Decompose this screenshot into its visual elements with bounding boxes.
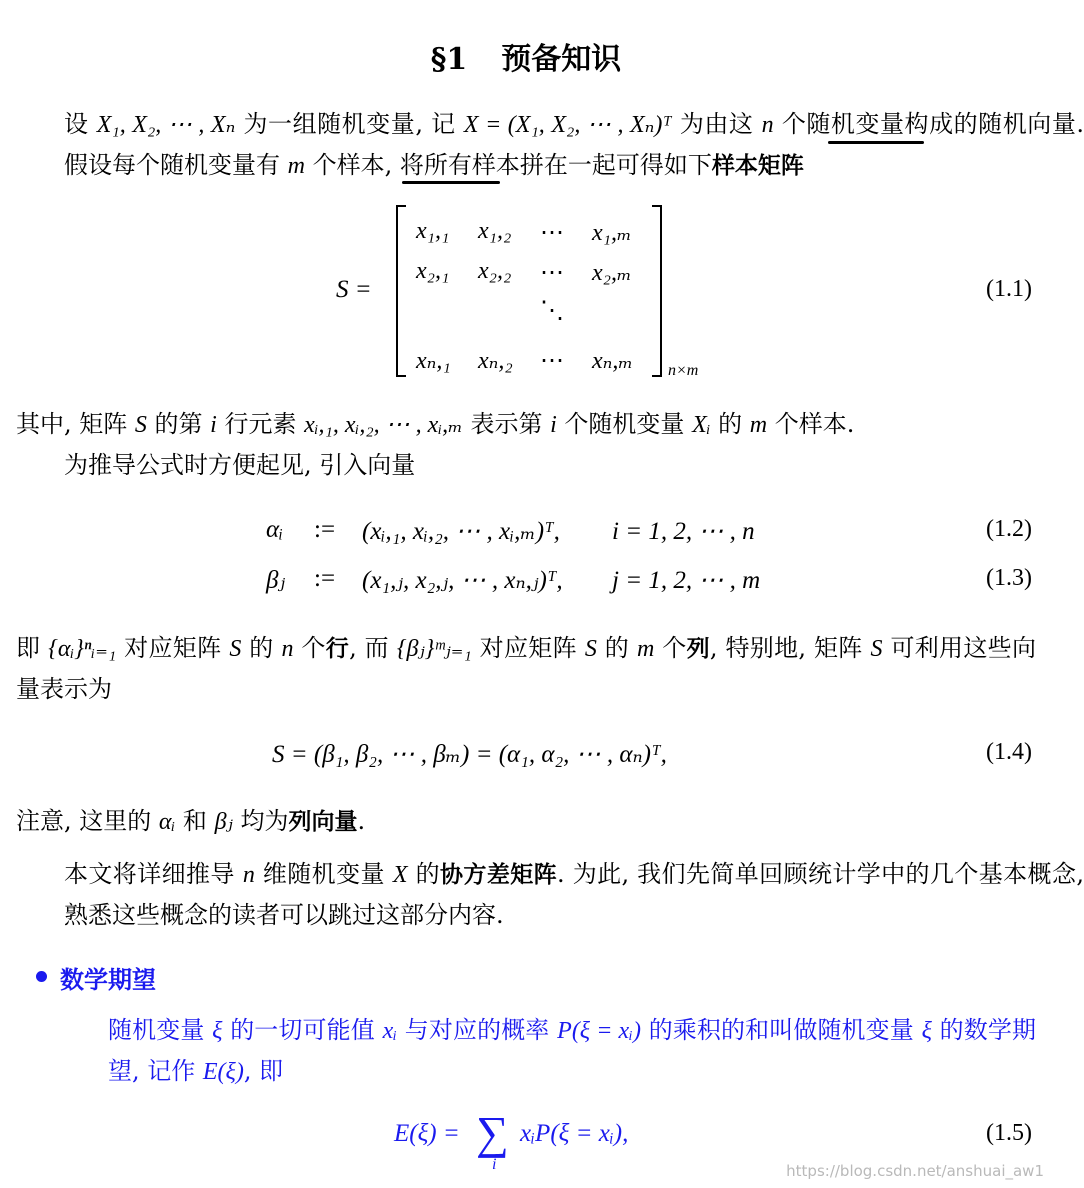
text-run: 和 — [175, 807, 215, 835]
eq4-expression: S = (β₁, β₂, ⋯ , βₘ) = (α₁, α₂, ⋯ , αₙ)ᵀ, — [272, 741, 667, 768]
math-inline: ξ — [212, 1018, 223, 1044]
math-inline: X = (X₁, X₂, ⋯ , Xₙ)ᵀ — [463, 112, 672, 138]
matrix-entry: ⋯ — [540, 260, 564, 286]
bold-term: 行 — [325, 636, 350, 662]
text-run: . — [357, 807, 366, 835]
math-inline: {αᵢ}ⁿᵢ₌₁ — [48, 636, 117, 662]
matrix-entry: x₂,₁ — [416, 258, 450, 284]
matrix-entry: x₁,ₘ — [592, 220, 632, 246]
equation-number: (1.5) — [986, 1120, 1032, 1146]
math-inline: Xᵢ — [692, 412, 711, 438]
paragraph-expectation — [60, 1010, 1036, 1092]
text-run: 的 — [241, 634, 282, 662]
text-run: 为一组随机变量, 记 — [235, 110, 464, 138]
text-run: 可利用这些向量表示为 — [16, 634, 1036, 703]
text-run: 与对应的概率 — [397, 1016, 558, 1044]
matrix-entry: x₂,ₘ — [592, 260, 632, 286]
text-run: 维随机变量 — [254, 860, 393, 888]
text-run: 的乘积的和叫做随机变量 — [640, 1016, 922, 1044]
paragraph-matrix-rows — [16, 404, 1036, 445]
math-inline: i — [210, 412, 217, 438]
text-run: , 特别地, 矩阵 — [709, 634, 871, 662]
math-inline: X₁, X₂, ⋯ , Xₙ — [96, 112, 236, 138]
math-inline: E(ξ) — [202, 1059, 244, 1085]
text-run: 个样本. — [767, 410, 855, 438]
math-inline: n — [761, 112, 774, 138]
underline-mark — [402, 181, 500, 184]
text-run: 的一切可能值 — [222, 1016, 383, 1044]
eq2-rhs: (xᵢ,₁, xᵢ,₂, ⋯ , xᵢ,ₘ)ᵀ, — [362, 518, 560, 545]
bold-term: 协方差矩阵 — [440, 862, 558, 888]
math-inline: m — [287, 153, 305, 179]
equation-number: (1.4) — [986, 739, 1032, 765]
matrix-lhs: S = — [336, 276, 372, 303]
matrix-entry: ⋯ — [540, 348, 564, 374]
text-run: 均为 — [232, 807, 289, 835]
math-inline: i — [550, 412, 557, 438]
eq2-range: i = 1, 2, ⋯ , n — [612, 518, 755, 545]
section-heading — [0, 34, 1052, 78]
eq3-rhs: (x₁,ⱼ, x₂,ⱼ, ⋯ , xₙ,ⱼ)ᵀ, — [362, 567, 563, 594]
math-inline: S — [584, 636, 597, 662]
math-inline: m — [749, 412, 768, 438]
text-run: 为由这 — [671, 110, 762, 138]
math-inline: ξ — [921, 1018, 932, 1044]
paragraph-covariance-intro — [16, 854, 1084, 935]
text-run: 的 — [407, 860, 441, 888]
text-run: 对应矩阵 — [116, 634, 230, 662]
text-run: 的数学期望, 记作 — [108, 1016, 1036, 1085]
eq5-rhs: xᵢP(ξ = xᵢ), — [520, 1120, 629, 1147]
underline-mark — [828, 141, 924, 144]
watermark: https://blog.csdn.net/anshuai_aw1 — [786, 1162, 1044, 1180]
eq3-def: := — [314, 565, 336, 592]
matrix-entry: x₁,₁ — [416, 218, 450, 244]
text-run: 个随机变量 — [556, 410, 693, 438]
text-run: , 即 — [243, 1057, 284, 1085]
paragraph-intro — [16, 104, 1084, 186]
math-inline: xᵢ — [382, 1018, 398, 1044]
bold-term: 样本矩阵 — [711, 153, 804, 179]
matrix-entry: x₂,₂ — [478, 258, 512, 284]
text-run: 为推导公式时方便起见, 引入向量 — [64, 451, 416, 479]
sigma-glyph: ∑ — [476, 1107, 509, 1158]
text-run: , 而 — [349, 634, 397, 662]
text-run: 的第 — [146, 410, 211, 438]
math-inline: {βⱼ}ᵐⱼ₌₁ — [396, 636, 472, 662]
eq2-def: := — [314, 516, 336, 543]
paragraph-vectors-intro — [16, 445, 1084, 485]
math-inline: xᵢ,₁, xᵢ,₂, ⋯ , xᵢ,ₘ — [304, 412, 463, 438]
matrix-entry: xₙ,₁ — [416, 348, 451, 374]
text-run: 其中, 矩阵 — [16, 410, 135, 438]
math-inline: βⱼ — [214, 809, 233, 835]
summation-index: i — [492, 1156, 497, 1173]
text-run: 对应矩阵 — [471, 634, 585, 662]
text-run: 的 — [596, 634, 638, 662]
text-run: 行元素 — [216, 410, 305, 438]
text-run: 个样本, 将所有样本拼在一起可得如下 — [304, 151, 712, 179]
text-run: 注意, 这里的 — [16, 807, 159, 835]
text-run: 个 — [293, 634, 326, 662]
eq3-lhs: βⱼ — [266, 567, 286, 594]
section-title: 预备知识 — [501, 42, 622, 77]
right-bracket — [652, 205, 662, 377]
equation-number: (1.3) — [986, 565, 1032, 591]
text-run: . 为此, 我们先简单回顾统计学中的几个基本概念, 熟悉这些概念的读者可以跳过这部分内容. — [64, 860, 1084, 929]
equation-number: (1.2) — [986, 516, 1032, 542]
text-run: 设 — [64, 110, 97, 138]
eq2-lhs: αᵢ — [266, 516, 284, 543]
math-inline: n — [281, 636, 294, 662]
math-inline: P(ξ = xᵢ) — [557, 1018, 641, 1044]
bullet-dot — [36, 971, 47, 982]
math-inline: m — [637, 636, 655, 662]
math-inline: S — [134, 412, 147, 438]
matrix-entry: xₙ,₂ — [478, 348, 513, 374]
eq5-lhs: E(ξ) = — [394, 1120, 460, 1147]
text-run: 随机变量 — [108, 1016, 213, 1044]
math-inline: αᵢ — [158, 809, 176, 835]
matrix-entry: ⋯ — [540, 220, 564, 246]
math-inline: n — [242, 862, 255, 888]
left-bracket — [396, 205, 406, 377]
eq3-range: j = 1, 2, ⋯ , m — [612, 567, 761, 594]
text-run: 即 — [16, 634, 49, 662]
math-inline: X — [392, 862, 408, 888]
matrix-entry: x₁,₂ — [478, 218, 512, 244]
bullet-heading: 数学期望 — [60, 966, 156, 994]
math-inline: S — [870, 636, 883, 662]
matrix-entry: ⋱ — [540, 298, 564, 324]
text-run: 本文将详细推导 — [64, 860, 243, 888]
section-number: §1 — [430, 42, 468, 77]
summation-symbol — [476, 1106, 509, 1159]
math-inline: S — [229, 636, 242, 662]
bold-term: 列 — [686, 636, 710, 662]
text-run: 个随机变量构成的随机向量. 假设每个随机变量有 — [64, 110, 1084, 179]
text-run: 的 — [710, 410, 750, 438]
paragraph-rows-columns — [16, 628, 1036, 709]
paragraph-column-vectors — [16, 801, 1036, 842]
bold-term: 列向量 — [288, 809, 358, 835]
text-run: 个 — [654, 634, 687, 662]
text-run: 表示第 — [462, 410, 551, 438]
equation-number: (1.1) — [986, 276, 1032, 302]
matrix-entry: xₙ,ₘ — [592, 348, 634, 374]
matrix-dimension: n×m — [668, 362, 699, 379]
